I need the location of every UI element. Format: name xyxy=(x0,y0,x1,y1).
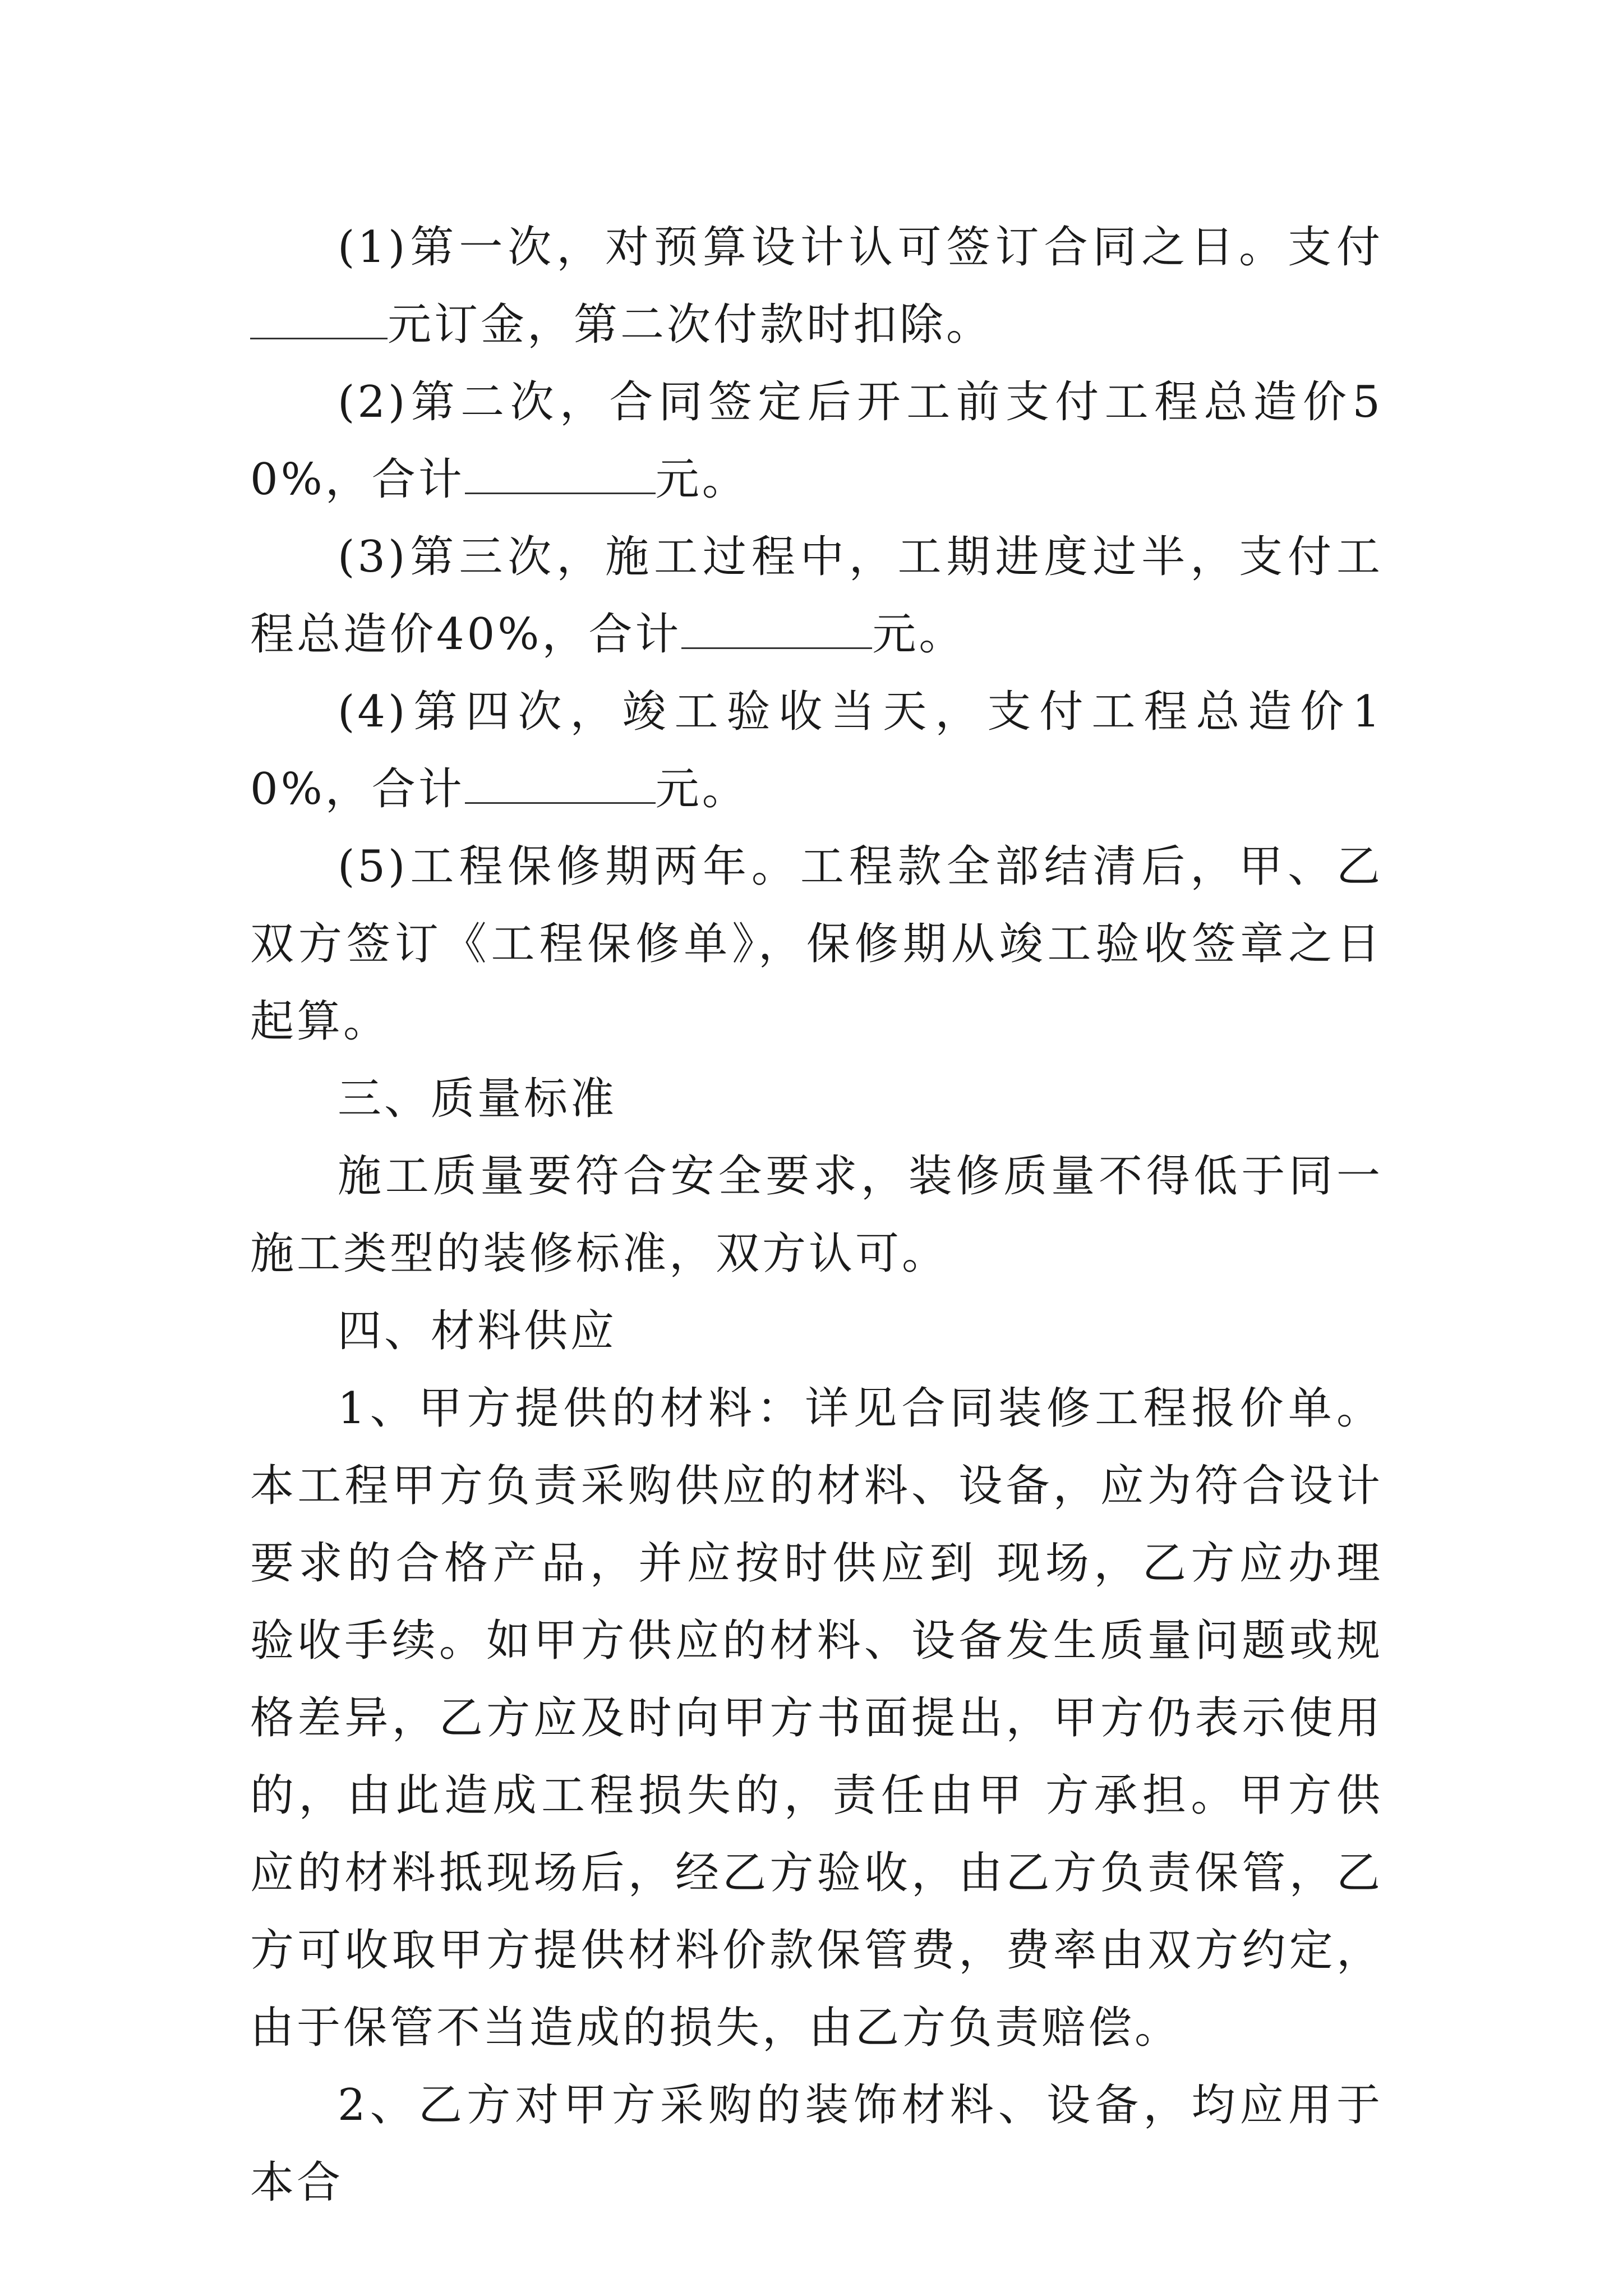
payment-term-1 xyxy=(250,209,1383,364)
blank-fourth-payment xyxy=(465,769,656,804)
materials-paragraph-2: 2、乙方对甲方采购的装饰材料、设备，均应用于本合 xyxy=(250,2080,1383,2208)
payment-term-3 xyxy=(250,518,1383,673)
payment-term-3-text: (3)第三次，施工过程中，工期进度过半，支付工程总造价40%，合计 xyxy=(250,532,1383,660)
section-heading-materials: 四、材料供应 xyxy=(338,1306,617,1356)
payment-term-2-tail: 元。 xyxy=(655,454,749,505)
payment-term-4 xyxy=(250,673,1383,828)
quality-paragraph: 施工质量要符合安全要求，装修质量不得低于同一施工类型的装修标准，双方认可。 xyxy=(250,1151,1383,1279)
payment-term-2 xyxy=(250,364,1383,518)
payment-term-1-text: (1)第一次，对预算设计认可签订合同之日。支付 xyxy=(338,222,1383,273)
materials-paragraph-1: 1、甲方提供的材料：详见合同装修工程报价单。本工程甲方负责采购供应的材料、设备，应为符合设计要求的合格产品，并应按时供应到 现场，乙方应办理验收手续。如甲方供应的材料、设备发生质量问题或规格差异，乙方应及时向甲方书面提出，甲方仍表示使用的，由此造成工程损失的，责任由甲 方承担。甲方供应的材料抵现场后，经乙方验收，由乙方负责保管，乙方可收取甲方提供材料价款保管费，费率由双方约定，由于保管不当造成的损失，由乙方负责赔偿。 xyxy=(250,1383,1383,2053)
document-page xyxy=(250,209,1383,2221)
payment-term-4-text: (4)第四次，竣工验收当天，支付工程总造价10%，合计 xyxy=(250,687,1383,815)
payment-term-3-tail: 元。 xyxy=(872,609,966,660)
blank-third-payment xyxy=(681,614,872,649)
payment-term-2-text: (2)第二次，合同签定后开工前支付工程总造价50%，合计 xyxy=(250,377,1383,505)
payment-term-1-tail: 元订金，第二次付款时扣除。 xyxy=(388,300,993,350)
section-heading-quality: 三、质量标准 xyxy=(338,1074,617,1124)
blank-deposit-amount xyxy=(250,304,388,339)
blank-second-payment xyxy=(465,459,656,494)
payment-term-4-tail: 元。 xyxy=(655,764,749,815)
warranty-term: (5)工程保修期两年。工程款全部结清后，甲、乙双方签订《工程保修单》，保修期从竣工验收签章之日起算。 xyxy=(250,841,1383,1047)
